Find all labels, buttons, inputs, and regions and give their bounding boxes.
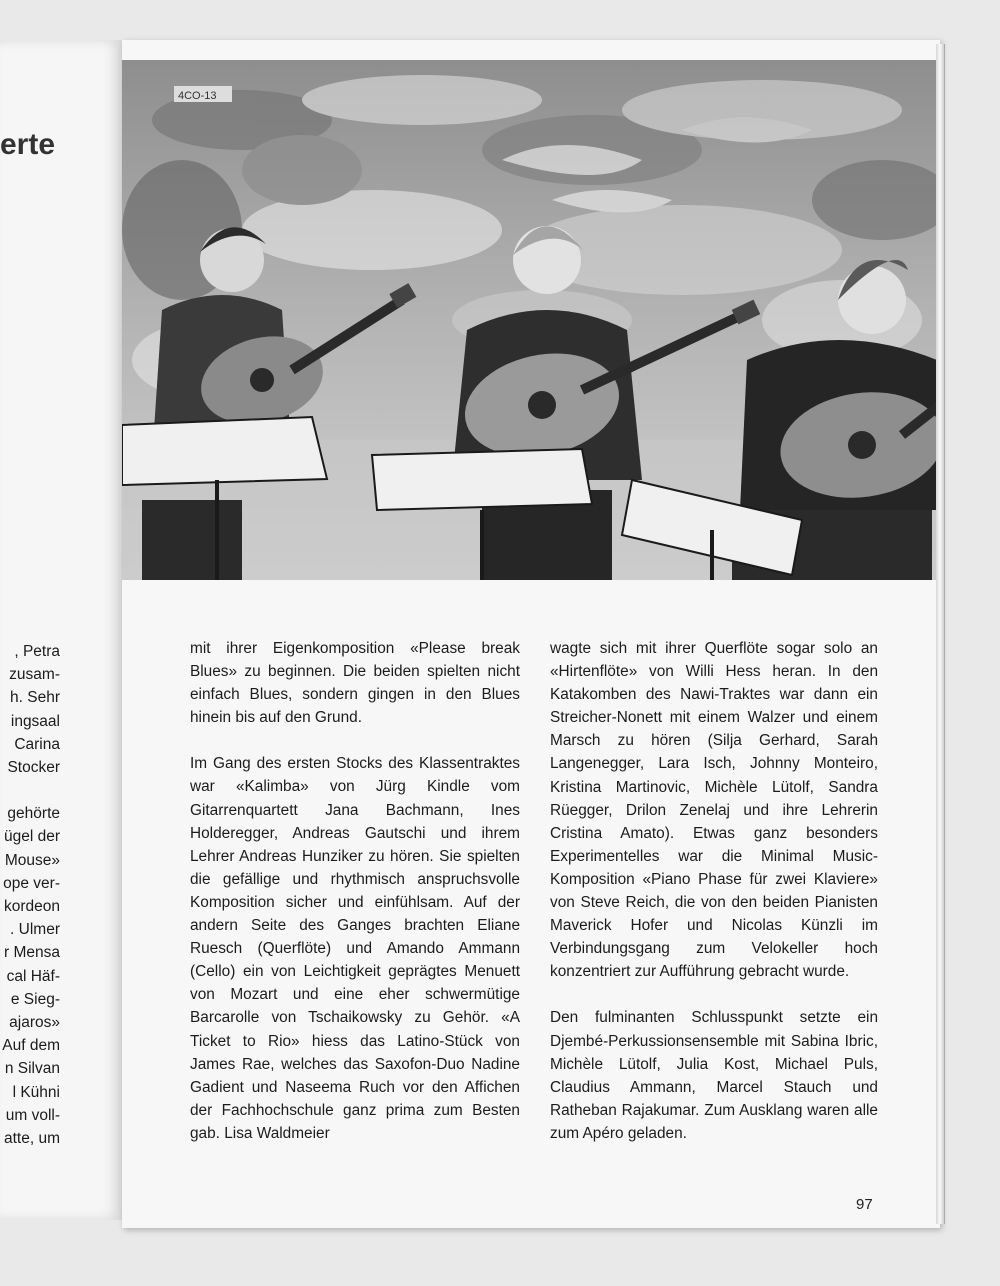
left-text-line: r Mensa [4, 944, 60, 962]
left-text-line: e Sieg- [10, 990, 60, 1008]
left-text-line: ope ver- [3, 874, 60, 892]
article-page [122, 40, 940, 1228]
left-text-line: um voll- [5, 1106, 60, 1124]
left-text-gap [0, 779, 60, 802]
article-paragraph: Im Gang des ersten Stocks des Klassentraktes war «Kalimba» von Jürg Kindle vom Gitarrenquartett Jana Bachmann, Ines Holderegger, Andreas Gautschi und ihrem Lehrer Andreas Hunziker zu hören. Sie spielten die gefällige und rhythmisch anspruchsvolle Komposition sicher und einfühlsam. Auf der andern Seite des Ganges brachten Eliane Ruesch (Querflöte) und Amando Ammann (Cello) ein von Leichtigkeit geprägtes Menuett von Mozart und eine eher schwermütige Barcarolle von Tschaikowsky zu Gehör. «A Ticket to Rio» hiess das Latino-Stück von James Rae, welches das Saxofon-Duo Nadine Gadient und Naseema Ruch vor den Affichen der Fachhochschule ganz prima zum Besten gab. Lisa Waldmeier [190, 755, 520, 1142]
left-text-line: h. Sehr [10, 689, 60, 707]
article-paragraph: Den fulminanten Schlusspunkt setzte ein Djembé-Perkussionsensemble mit Sabina Ibric, Michèle Lütolf, Julia Kost, Michael Puls, Claudius Ammann, Marcel Stauch und Ratheban Rajakumar. Zum Ausklang waren alle zum Apéro geladen. [550, 1009, 878, 1142]
left-text-line: . Ulmer [10, 921, 60, 939]
left-text-line: l Kühni [12, 1083, 60, 1101]
left-text-line: , Petra [14, 643, 60, 660]
page-edge [936, 44, 945, 1224]
left-text-line: atte, um [4, 1130, 60, 1148]
article-column-right [550, 637, 878, 1145]
article-paragraph: mit ihrer Eigenkomposition «Please break Blues» zu beginnen. Die beiden spielten nicht einfach Blues, sondern gingen in den Blues hinein bis auf den Grund. [190, 640, 520, 727]
page-number: 97 [856, 1196, 873, 1213]
guitar-trio-photo [122, 60, 940, 580]
article-column-middle [190, 637, 520, 1145]
left-text-line: ajaros» [9, 1014, 60, 1032]
left-text-line: cal Häf- [6, 967, 60, 985]
left-text-line: zusam- [9, 666, 60, 684]
left-text-line: ingsaal [10, 712, 60, 730]
photo-illustration [122, 60, 940, 580]
facing-page-left [0, 40, 124, 1220]
left-text-line: Auf dem [2, 1037, 60, 1055]
left-text-line: n Silvan [4, 1060, 60, 1078]
left-text-line: gehörte [7, 805, 60, 823]
article-paragraph: wagte sich mit ihrer Querflöte sogar solo an «Hirtenflöte» von Willi Hess heran. In den Katakomben des Nawi-Traktes war dann ein Streicher-Nonett mit einem Walzer und einem Marsch zu hören (Silja Gerhard, Sarah Langenegger, Lara Isch, Johnny Monteiro, Kristina Martinovic, Michèle Lütolf, Sandra Rüegger, Drilon Zenelaj und ihre Lehrerin Cristina Amato). Etwas ganz besonders Experimentelles war die Minimal Music-Komposition «Piano Phase für zwei Klaviere» von Steve Reich, die von den beiden Pianisten Maverick Hofer und Nicolas Künzli im Verbindungsgang zum Velokeller hoch konzentriert zur Aufführung gebracht wurde. [550, 640, 878, 981]
mural-sign-text: 4CO-13 [178, 90, 217, 102]
left-page-text [0, 640, 60, 1150]
left-text-line: Carina [14, 735, 60, 753]
left-page-heading: erte [0, 128, 56, 161]
left-text-line: Stocker [7, 759, 60, 777]
left-text-line: Mouse» [4, 851, 60, 869]
left-text-line: ügel der [3, 828, 60, 846]
left-text-line: kordeon [3, 898, 60, 916]
